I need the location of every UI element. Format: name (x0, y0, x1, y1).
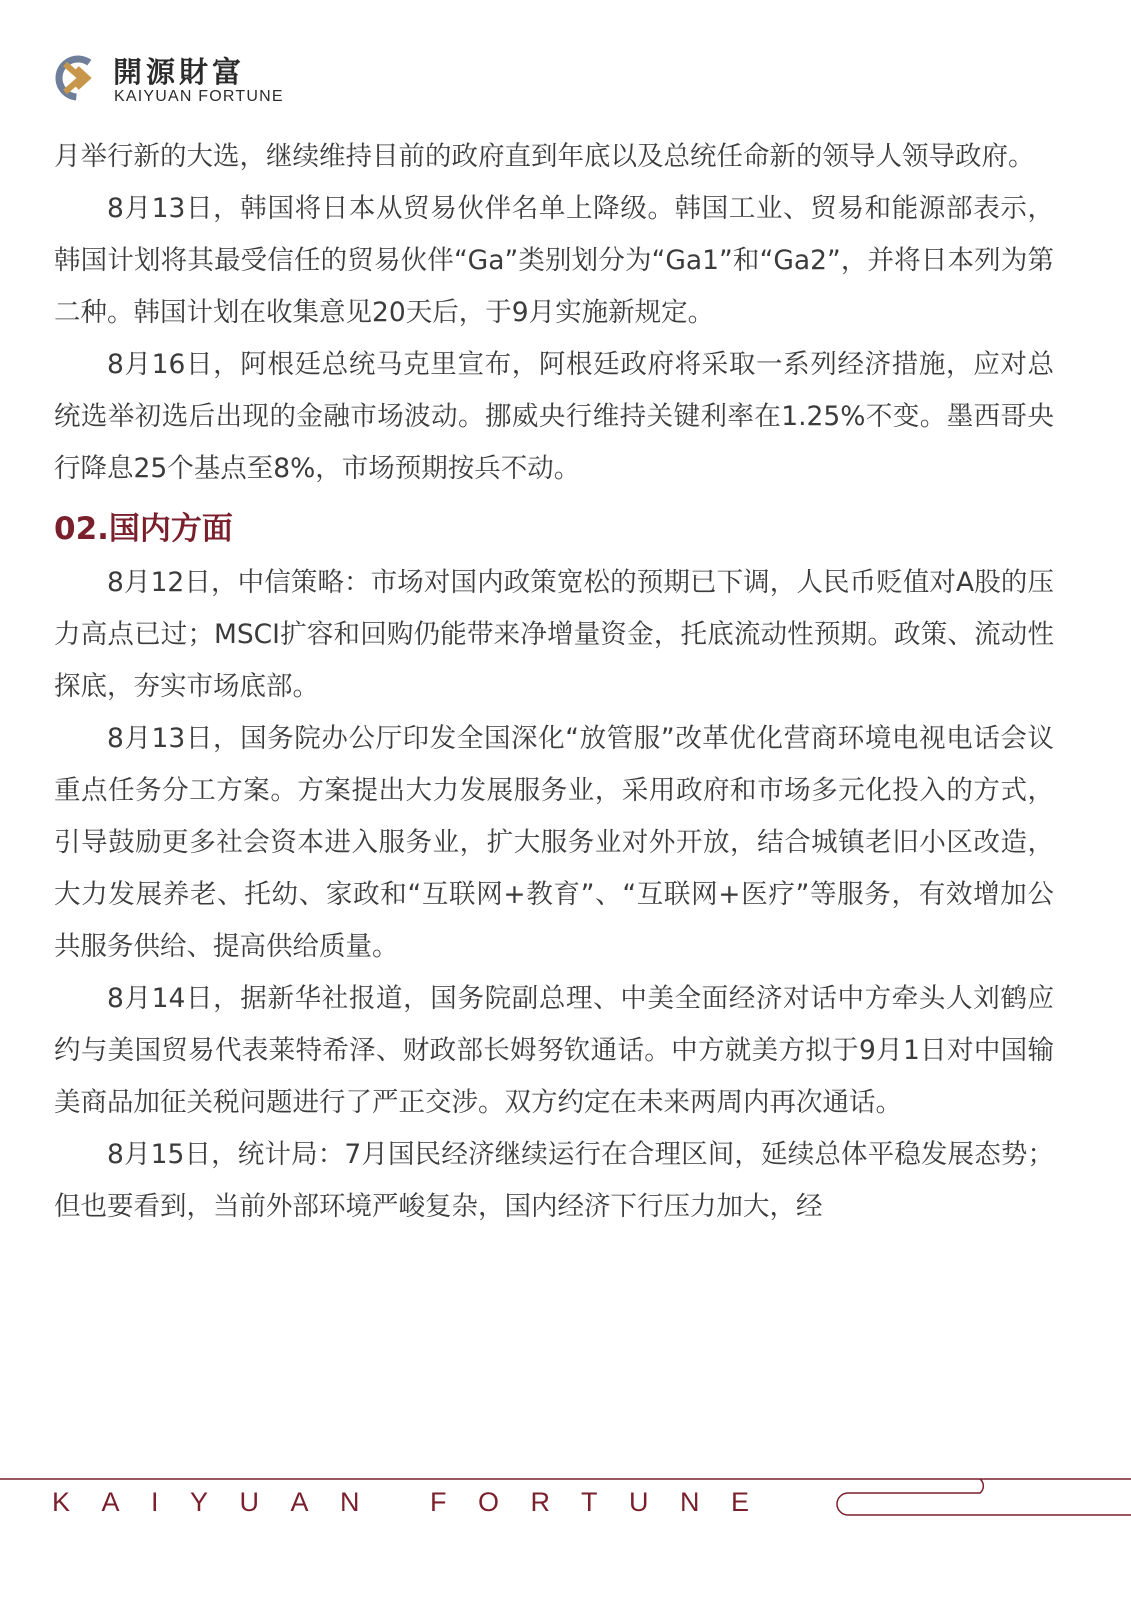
footer-capsule-ornament (830, 1478, 1131, 1538)
paragraph-statistics-bureau: 8月15日，统计局：7月国民经济继续运行在合理区间，延续总体平稳发展态势；但也要看到，当前外部环境严峻复杂，国内经济下行压力加大，经 (54, 1139, 1054, 1222)
paragraph-continuation: 月举行新的大选，继续维持目前的政府直到年底以及总统任命新的领导人领导政府。 (54, 141, 1035, 172)
paragraph-state-council: 8月13日，国务院办公厅印发全国深化“放管服”改革优化营商环境电视电话会议重点任务分工方案。方案提出大力发展服务业，采用政府和市场多元化投入的方式，引导鼓励更多社会资本进入服务业，扩大服务业对外开放，结合城镇老旧小区改造，大力发展养老、托幼、家政和“互联网+教育”、“互联网+医疗”等服务，有效增加公共服务供给、提高供给质量。 (54, 723, 1054, 962)
footer-brand-text: KAIYUAN FORTUNE (52, 1487, 781, 1517)
section-heading-domestic: 02.国内方面 (54, 511, 233, 547)
paragraph-korea-trade: 8月13日，韩国将日本从贸易伙伴名单上降级。韩国工业、贸易和能源部表示，韩国计划将其最受信任的贸易伙伴“Ga”类别划分为“Ga1”和“Ga2”，并将日本列为第二种。韩国计划在收集意见20天后，于9月实施新规定。 (54, 193, 1054, 328)
article-body (54, 131, 1054, 1233)
paragraph-trade-call: 8月14日，据新华社报道，国务院副总理、中美全面经济对话中方牵头人刘鹤应约与美国贸易代表莱特希泽、财政部长姆努钦通话。中方就美方拟于9月1日对中国输美商品加征关税问题进行了严正交涉。双方约定在未来两周内再次通话。 (54, 983, 1054, 1118)
kaiyuan-logo-icon (52, 52, 104, 104)
paragraph-citic-strategy: 8月12日，中信策略：市场对国内政策宽松的预期已下调，人民币贬值对A股的压力高点已过；MSCI扩容和回购仍能带来净增量资金，托底流动性预期。政策、流动性探底，夯实市场底部。 (54, 567, 1054, 702)
paragraph-argentina-rates: 8月16日，阿根廷总统马克里宣布，阿根廷政府将采取一系列经济措施，应对总统选举初选后出现的金融市场波动。挪威央行维持关键利率在1.25%不变。墨西哥央行降息25个基点至8%，市场预期按兵不动。 (54, 349, 1054, 484)
logo-chinese-name: 開源財富 (113, 55, 246, 89)
logo-english-name: KAIYUAN FORTUNE (114, 88, 284, 105)
company-logo (52, 50, 292, 110)
